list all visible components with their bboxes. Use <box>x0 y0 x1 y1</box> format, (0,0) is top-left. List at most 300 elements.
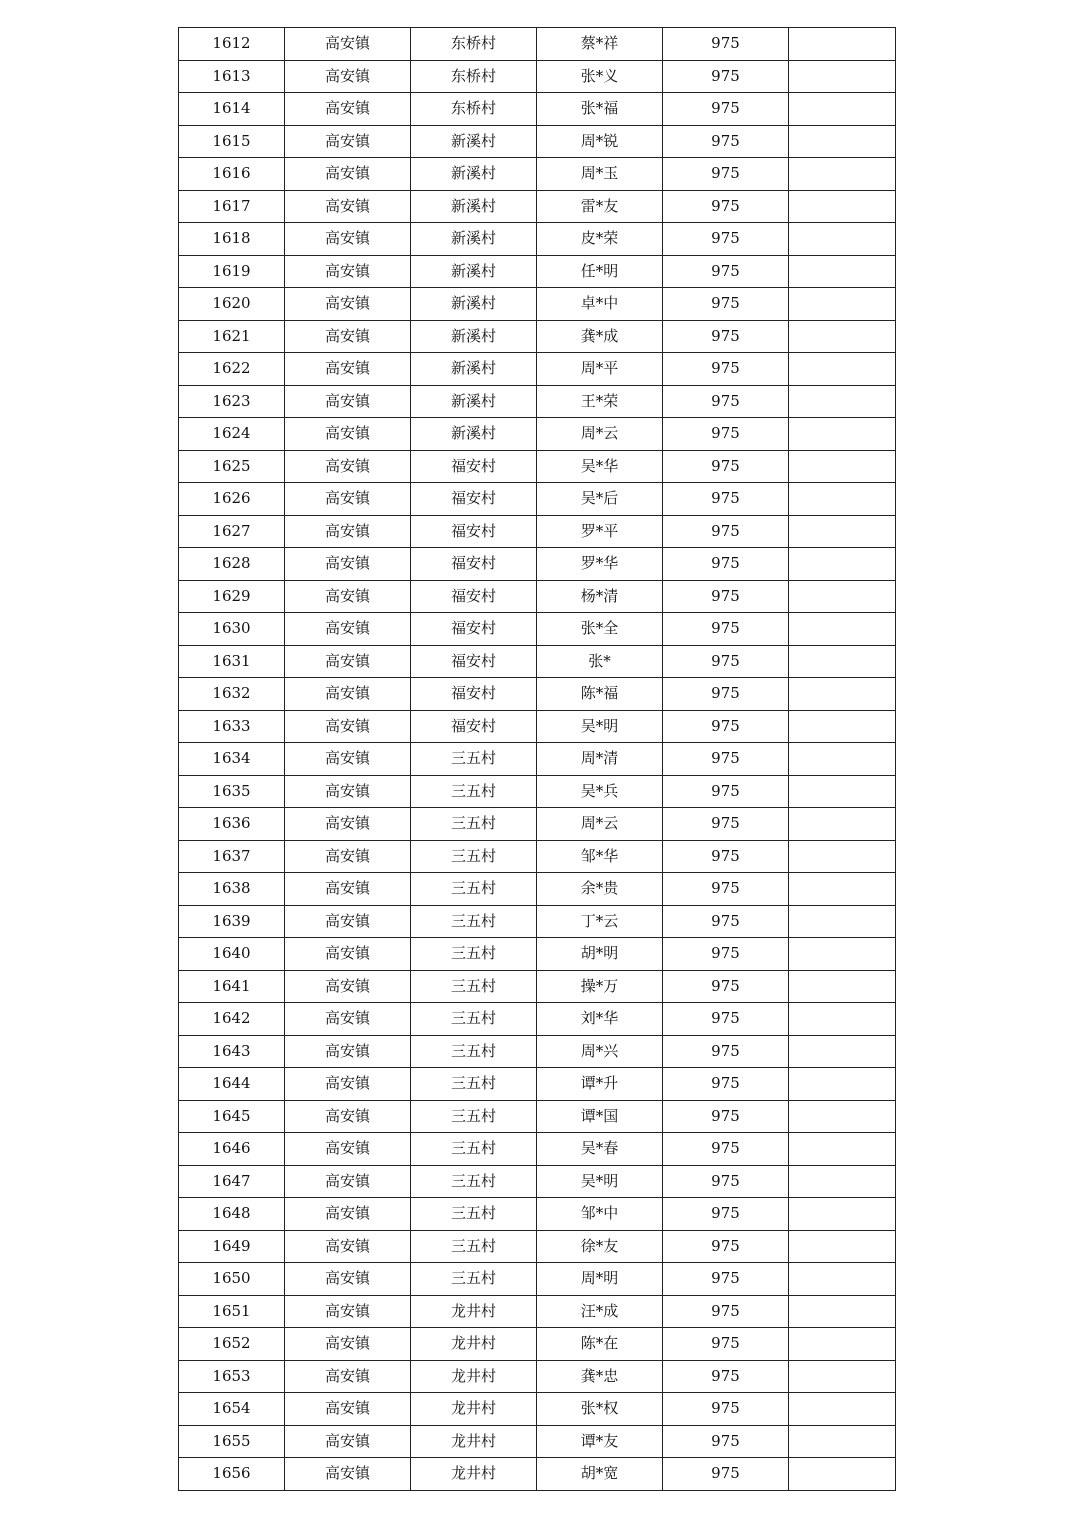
note-cell <box>789 1360 896 1393</box>
table-row <box>179 1328 896 1361</box>
village-cell: 三五村 <box>411 1068 537 1101</box>
table-row <box>179 385 896 418</box>
row-number-cell: 1619 <box>179 255 285 288</box>
row-number-cell: 1653 <box>179 1360 285 1393</box>
village-cell: 三五村 <box>411 970 537 1003</box>
village-cell: 福安村 <box>411 548 537 581</box>
town-cell: 高安镇 <box>285 1100 411 1133</box>
table-row <box>179 93 896 126</box>
amount-cell: 975 <box>663 60 789 93</box>
table-row <box>179 1230 896 1263</box>
amount-cell: 975 <box>663 223 789 256</box>
table-row <box>179 548 896 581</box>
row-number-cell: 1639 <box>179 905 285 938</box>
name-cell: 张*义 <box>537 60 663 93</box>
town-cell: 高安镇 <box>285 158 411 191</box>
village-cell: 龙井村 <box>411 1328 537 1361</box>
amount-cell: 975 <box>663 483 789 516</box>
town-cell: 高安镇 <box>285 743 411 776</box>
village-cell: 新溪村 <box>411 385 537 418</box>
amount-cell: 975 <box>663 1295 789 1328</box>
amount-cell: 975 <box>663 1068 789 1101</box>
note-cell <box>789 190 896 223</box>
town-cell: 高安镇 <box>285 1328 411 1361</box>
village-cell: 新溪村 <box>411 418 537 451</box>
name-cell: 谭*友 <box>537 1425 663 1458</box>
town-cell: 高安镇 <box>285 1393 411 1426</box>
name-cell: 张*权 <box>537 1393 663 1426</box>
amount-cell: 975 <box>663 93 789 126</box>
row-number-cell: 1614 <box>179 93 285 126</box>
amount-cell: 975 <box>663 385 789 418</box>
village-cell: 三五村 <box>411 1003 537 1036</box>
amount-cell: 975 <box>663 1393 789 1426</box>
note-cell <box>789 1328 896 1361</box>
town-cell: 高安镇 <box>285 255 411 288</box>
town-cell: 高安镇 <box>285 353 411 386</box>
amount-cell: 975 <box>663 515 789 548</box>
row-number-cell: 1613 <box>179 60 285 93</box>
village-cell: 三五村 <box>411 808 537 841</box>
name-cell: 周*明 <box>537 1263 663 1296</box>
table-row <box>179 580 896 613</box>
row-number-cell: 1651 <box>179 1295 285 1328</box>
amount-cell: 975 <box>663 353 789 386</box>
town-cell: 高安镇 <box>285 190 411 223</box>
note-cell <box>789 873 896 906</box>
row-number-cell: 1656 <box>179 1458 285 1491</box>
note-cell <box>789 1165 896 1198</box>
note-cell <box>789 1198 896 1231</box>
note-cell <box>789 1230 896 1263</box>
town-cell: 高安镇 <box>285 60 411 93</box>
town-cell: 高安镇 <box>285 1230 411 1263</box>
note-cell <box>789 255 896 288</box>
note-cell <box>789 775 896 808</box>
town-cell: 高安镇 <box>285 905 411 938</box>
row-number-cell: 1622 <box>179 353 285 386</box>
name-cell: 周*云 <box>537 808 663 841</box>
row-number-cell: 1647 <box>179 1165 285 1198</box>
village-cell: 新溪村 <box>411 288 537 321</box>
name-cell: 卓*中 <box>537 288 663 321</box>
row-number-cell: 1636 <box>179 808 285 841</box>
town-cell: 高安镇 <box>285 775 411 808</box>
village-cell: 新溪村 <box>411 190 537 223</box>
note-cell <box>789 353 896 386</box>
note-cell <box>789 125 896 158</box>
amount-cell: 975 <box>663 320 789 353</box>
village-cell: 福安村 <box>411 613 537 646</box>
note-cell <box>789 418 896 451</box>
note-cell <box>789 1003 896 1036</box>
row-number-cell: 1635 <box>179 775 285 808</box>
amount-cell: 975 <box>663 190 789 223</box>
name-cell: 刘*华 <box>537 1003 663 1036</box>
village-cell: 三五村 <box>411 1100 537 1133</box>
row-number-cell: 1634 <box>179 743 285 776</box>
row-number-cell: 1654 <box>179 1393 285 1426</box>
town-cell: 高安镇 <box>285 645 411 678</box>
table-row <box>179 1360 896 1393</box>
table-row <box>179 1165 896 1198</box>
note-cell <box>789 1425 896 1458</box>
table-row <box>179 1035 896 1068</box>
name-cell: 雷*友 <box>537 190 663 223</box>
amount-cell: 975 <box>663 678 789 711</box>
amount-cell: 975 <box>663 548 789 581</box>
amount-cell: 975 <box>663 125 789 158</box>
town-cell: 高安镇 <box>285 678 411 711</box>
table-row <box>179 873 896 906</box>
town-cell: 高安镇 <box>285 125 411 158</box>
amount-cell: 975 <box>663 938 789 971</box>
name-cell: 周*兴 <box>537 1035 663 1068</box>
name-cell: 周*锐 <box>537 125 663 158</box>
amount-cell: 975 <box>663 775 789 808</box>
town-cell: 高安镇 <box>285 223 411 256</box>
name-cell: 操*万 <box>537 970 663 1003</box>
row-number-cell: 1641 <box>179 970 285 1003</box>
village-cell: 三五村 <box>411 840 537 873</box>
name-cell: 罗*华 <box>537 548 663 581</box>
row-number-cell: 1638 <box>179 873 285 906</box>
village-cell: 新溪村 <box>411 158 537 191</box>
village-cell: 三五村 <box>411 775 537 808</box>
note-cell <box>789 28 896 61</box>
table-row <box>179 840 896 873</box>
name-cell: 吴*明 <box>537 1165 663 1198</box>
table-row <box>179 743 896 776</box>
name-cell: 吴*兵 <box>537 775 663 808</box>
town-cell: 高安镇 <box>285 1295 411 1328</box>
note-cell <box>789 613 896 646</box>
note-cell <box>789 1393 896 1426</box>
note-cell <box>789 938 896 971</box>
name-cell: 吴*明 <box>537 710 663 743</box>
village-cell: 新溪村 <box>411 223 537 256</box>
note-cell <box>789 93 896 126</box>
town-cell: 高安镇 <box>285 1133 411 1166</box>
amount-cell: 975 <box>663 873 789 906</box>
row-number-cell: 1631 <box>179 645 285 678</box>
table-row <box>179 1295 896 1328</box>
row-number-cell: 1650 <box>179 1263 285 1296</box>
amount-cell: 975 <box>663 808 789 841</box>
name-cell: 周*玉 <box>537 158 663 191</box>
subsidy-table <box>178 27 896 1491</box>
amount-cell: 975 <box>663 450 789 483</box>
name-cell: 陈*在 <box>537 1328 663 1361</box>
town-cell: 高安镇 <box>285 710 411 743</box>
name-cell: 龚*成 <box>537 320 663 353</box>
name-cell: 丁*云 <box>537 905 663 938</box>
table-row <box>179 1393 896 1426</box>
town-cell: 高安镇 <box>285 1360 411 1393</box>
note-cell <box>789 840 896 873</box>
town-cell: 高安镇 <box>285 483 411 516</box>
note-cell <box>789 645 896 678</box>
table-row <box>179 970 896 1003</box>
table-row <box>179 28 896 61</box>
table-row <box>179 775 896 808</box>
name-cell: 张*全 <box>537 613 663 646</box>
village-cell: 福安村 <box>411 678 537 711</box>
table-row <box>179 1263 896 1296</box>
town-cell: 高安镇 <box>285 873 411 906</box>
name-cell: 周*平 <box>537 353 663 386</box>
amount-cell: 975 <box>663 970 789 1003</box>
note-cell <box>789 1068 896 1101</box>
note-cell <box>789 580 896 613</box>
town-cell: 高安镇 <box>285 1458 411 1491</box>
row-number-cell: 1632 <box>179 678 285 711</box>
row-number-cell: 1640 <box>179 938 285 971</box>
note-cell <box>789 60 896 93</box>
note-cell <box>789 223 896 256</box>
name-cell: 任*明 <box>537 255 663 288</box>
amount-cell: 975 <box>663 1458 789 1491</box>
amount-cell: 975 <box>663 580 789 613</box>
note-cell <box>789 1263 896 1296</box>
village-cell: 福安村 <box>411 450 537 483</box>
table-row <box>179 515 896 548</box>
table-row <box>179 60 896 93</box>
village-cell: 三五村 <box>411 938 537 971</box>
row-number-cell: 1615 <box>179 125 285 158</box>
table-row <box>179 1458 896 1491</box>
name-cell: 周*云 <box>537 418 663 451</box>
amount-cell: 975 <box>663 1425 789 1458</box>
village-cell: 三五村 <box>411 1263 537 1296</box>
village-cell: 三五村 <box>411 873 537 906</box>
town-cell: 高安镇 <box>285 385 411 418</box>
town-cell: 高安镇 <box>285 580 411 613</box>
row-number-cell: 1629 <box>179 580 285 613</box>
town-cell: 高安镇 <box>285 450 411 483</box>
name-cell: 吴*后 <box>537 483 663 516</box>
note-cell <box>789 385 896 418</box>
village-cell: 三五村 <box>411 1230 537 1263</box>
village-cell: 新溪村 <box>411 320 537 353</box>
village-cell: 福安村 <box>411 515 537 548</box>
town-cell: 高安镇 <box>285 938 411 971</box>
table-row <box>179 190 896 223</box>
town-cell: 高安镇 <box>285 515 411 548</box>
town-cell: 高安镇 <box>285 970 411 1003</box>
name-cell: 吴*春 <box>537 1133 663 1166</box>
amount-cell: 975 <box>663 1133 789 1166</box>
table-body <box>179 28 896 1491</box>
row-number-cell: 1627 <box>179 515 285 548</box>
row-number-cell: 1655 <box>179 1425 285 1458</box>
row-number-cell: 1624 <box>179 418 285 451</box>
amount-cell: 975 <box>663 645 789 678</box>
table-row <box>179 905 896 938</box>
amount-cell: 975 <box>663 1360 789 1393</box>
name-cell: 余*贵 <box>537 873 663 906</box>
row-number-cell: 1643 <box>179 1035 285 1068</box>
village-cell: 龙井村 <box>411 1458 537 1491</box>
row-number-cell: 1617 <box>179 190 285 223</box>
row-number-cell: 1618 <box>179 223 285 256</box>
note-cell <box>789 158 896 191</box>
amount-cell: 975 <box>663 28 789 61</box>
table-row <box>179 645 896 678</box>
village-cell: 龙井村 <box>411 1425 537 1458</box>
note-cell <box>789 450 896 483</box>
table-row <box>179 418 896 451</box>
note-cell <box>789 905 896 938</box>
table-row <box>179 678 896 711</box>
name-cell: 杨*清 <box>537 580 663 613</box>
row-number-cell: 1612 <box>179 28 285 61</box>
row-number-cell: 1620 <box>179 288 285 321</box>
name-cell: 徐*友 <box>537 1230 663 1263</box>
row-number-cell: 1621 <box>179 320 285 353</box>
town-cell: 高安镇 <box>285 548 411 581</box>
amount-cell: 975 <box>663 840 789 873</box>
row-number-cell: 1646 <box>179 1133 285 1166</box>
row-number-cell: 1625 <box>179 450 285 483</box>
table-row <box>179 353 896 386</box>
town-cell: 高安镇 <box>285 320 411 353</box>
town-cell: 高安镇 <box>285 93 411 126</box>
town-cell: 高安镇 <box>285 613 411 646</box>
name-cell: 邹*中 <box>537 1198 663 1231</box>
table-row <box>179 1133 896 1166</box>
village-cell: 龙井村 <box>411 1295 537 1328</box>
village-cell: 福安村 <box>411 483 537 516</box>
amount-cell: 975 <box>663 1035 789 1068</box>
name-cell: 胡*明 <box>537 938 663 971</box>
table-row <box>179 125 896 158</box>
note-cell <box>789 1458 896 1491</box>
note-cell <box>789 710 896 743</box>
row-number-cell: 1642 <box>179 1003 285 1036</box>
name-cell: 皮*荣 <box>537 223 663 256</box>
note-cell <box>789 1133 896 1166</box>
note-cell <box>789 483 896 516</box>
name-cell: 汪*成 <box>537 1295 663 1328</box>
amount-cell: 975 <box>663 255 789 288</box>
amount-cell: 975 <box>663 613 789 646</box>
note-cell <box>789 1100 896 1133</box>
amount-cell: 975 <box>663 743 789 776</box>
row-number-cell: 1645 <box>179 1100 285 1133</box>
row-number-cell: 1649 <box>179 1230 285 1263</box>
note-cell <box>789 808 896 841</box>
name-cell: 陈*福 <box>537 678 663 711</box>
amount-cell: 975 <box>663 1328 789 1361</box>
amount-cell: 975 <box>663 158 789 191</box>
amount-cell: 975 <box>663 1100 789 1133</box>
amount-cell: 975 <box>663 710 789 743</box>
village-cell: 福安村 <box>411 580 537 613</box>
amount-cell: 975 <box>663 905 789 938</box>
village-cell: 三五村 <box>411 1133 537 1166</box>
town-cell: 高安镇 <box>285 840 411 873</box>
name-cell: 邹*华 <box>537 840 663 873</box>
village-cell: 三五村 <box>411 743 537 776</box>
name-cell: 周*清 <box>537 743 663 776</box>
amount-cell: 975 <box>663 418 789 451</box>
village-cell: 龙井村 <box>411 1393 537 1426</box>
village-cell: 新溪村 <box>411 125 537 158</box>
amount-cell: 975 <box>663 1165 789 1198</box>
table-row <box>179 938 896 971</box>
name-cell: 谭*国 <box>537 1100 663 1133</box>
note-cell <box>789 743 896 776</box>
row-number-cell: 1648 <box>179 1198 285 1231</box>
table-row <box>179 450 896 483</box>
table-row <box>179 1068 896 1101</box>
town-cell: 高安镇 <box>285 1003 411 1036</box>
town-cell: 高安镇 <box>285 808 411 841</box>
name-cell: 谭*升 <box>537 1068 663 1101</box>
town-cell: 高安镇 <box>285 288 411 321</box>
town-cell: 高安镇 <box>285 1198 411 1231</box>
village-cell: 新溪村 <box>411 255 537 288</box>
town-cell: 高安镇 <box>285 1165 411 1198</box>
name-cell: 龚*忠 <box>537 1360 663 1393</box>
village-cell: 龙井村 <box>411 1360 537 1393</box>
village-cell: 福安村 <box>411 710 537 743</box>
table-row <box>179 320 896 353</box>
name-cell: 吴*华 <box>537 450 663 483</box>
note-cell <box>789 678 896 711</box>
table-row <box>179 158 896 191</box>
name-cell: 张*福 <box>537 93 663 126</box>
amount-cell: 975 <box>663 1198 789 1231</box>
table-row <box>179 1003 896 1036</box>
table-row <box>179 710 896 743</box>
amount-cell: 975 <box>663 288 789 321</box>
row-number-cell: 1652 <box>179 1328 285 1361</box>
town-cell: 高安镇 <box>285 1425 411 1458</box>
name-cell: 罗*平 <box>537 515 663 548</box>
table-row <box>179 613 896 646</box>
note-cell <box>789 970 896 1003</box>
village-cell: 三五村 <box>411 905 537 938</box>
town-cell: 高安镇 <box>285 28 411 61</box>
name-cell: 王*荣 <box>537 385 663 418</box>
row-number-cell: 1623 <box>179 385 285 418</box>
note-cell <box>789 288 896 321</box>
row-number-cell: 1637 <box>179 840 285 873</box>
note-cell <box>789 515 896 548</box>
amount-cell: 975 <box>663 1230 789 1263</box>
note-cell <box>789 548 896 581</box>
amount-cell: 975 <box>663 1003 789 1036</box>
row-number-cell: 1630 <box>179 613 285 646</box>
table-row <box>179 483 896 516</box>
village-cell: 新溪村 <box>411 353 537 386</box>
table-row <box>179 1425 896 1458</box>
town-cell: 高安镇 <box>285 1068 411 1101</box>
table-row <box>179 255 896 288</box>
name-cell: 蔡*祥 <box>537 28 663 61</box>
table-row <box>179 1198 896 1231</box>
row-number-cell: 1616 <box>179 158 285 191</box>
amount-cell: 975 <box>663 1263 789 1296</box>
row-number-cell: 1626 <box>179 483 285 516</box>
note-cell <box>789 1295 896 1328</box>
note-cell <box>789 1035 896 1068</box>
table-row <box>179 808 896 841</box>
village-cell: 三五村 <box>411 1198 537 1231</box>
name-cell: 张* <box>537 645 663 678</box>
